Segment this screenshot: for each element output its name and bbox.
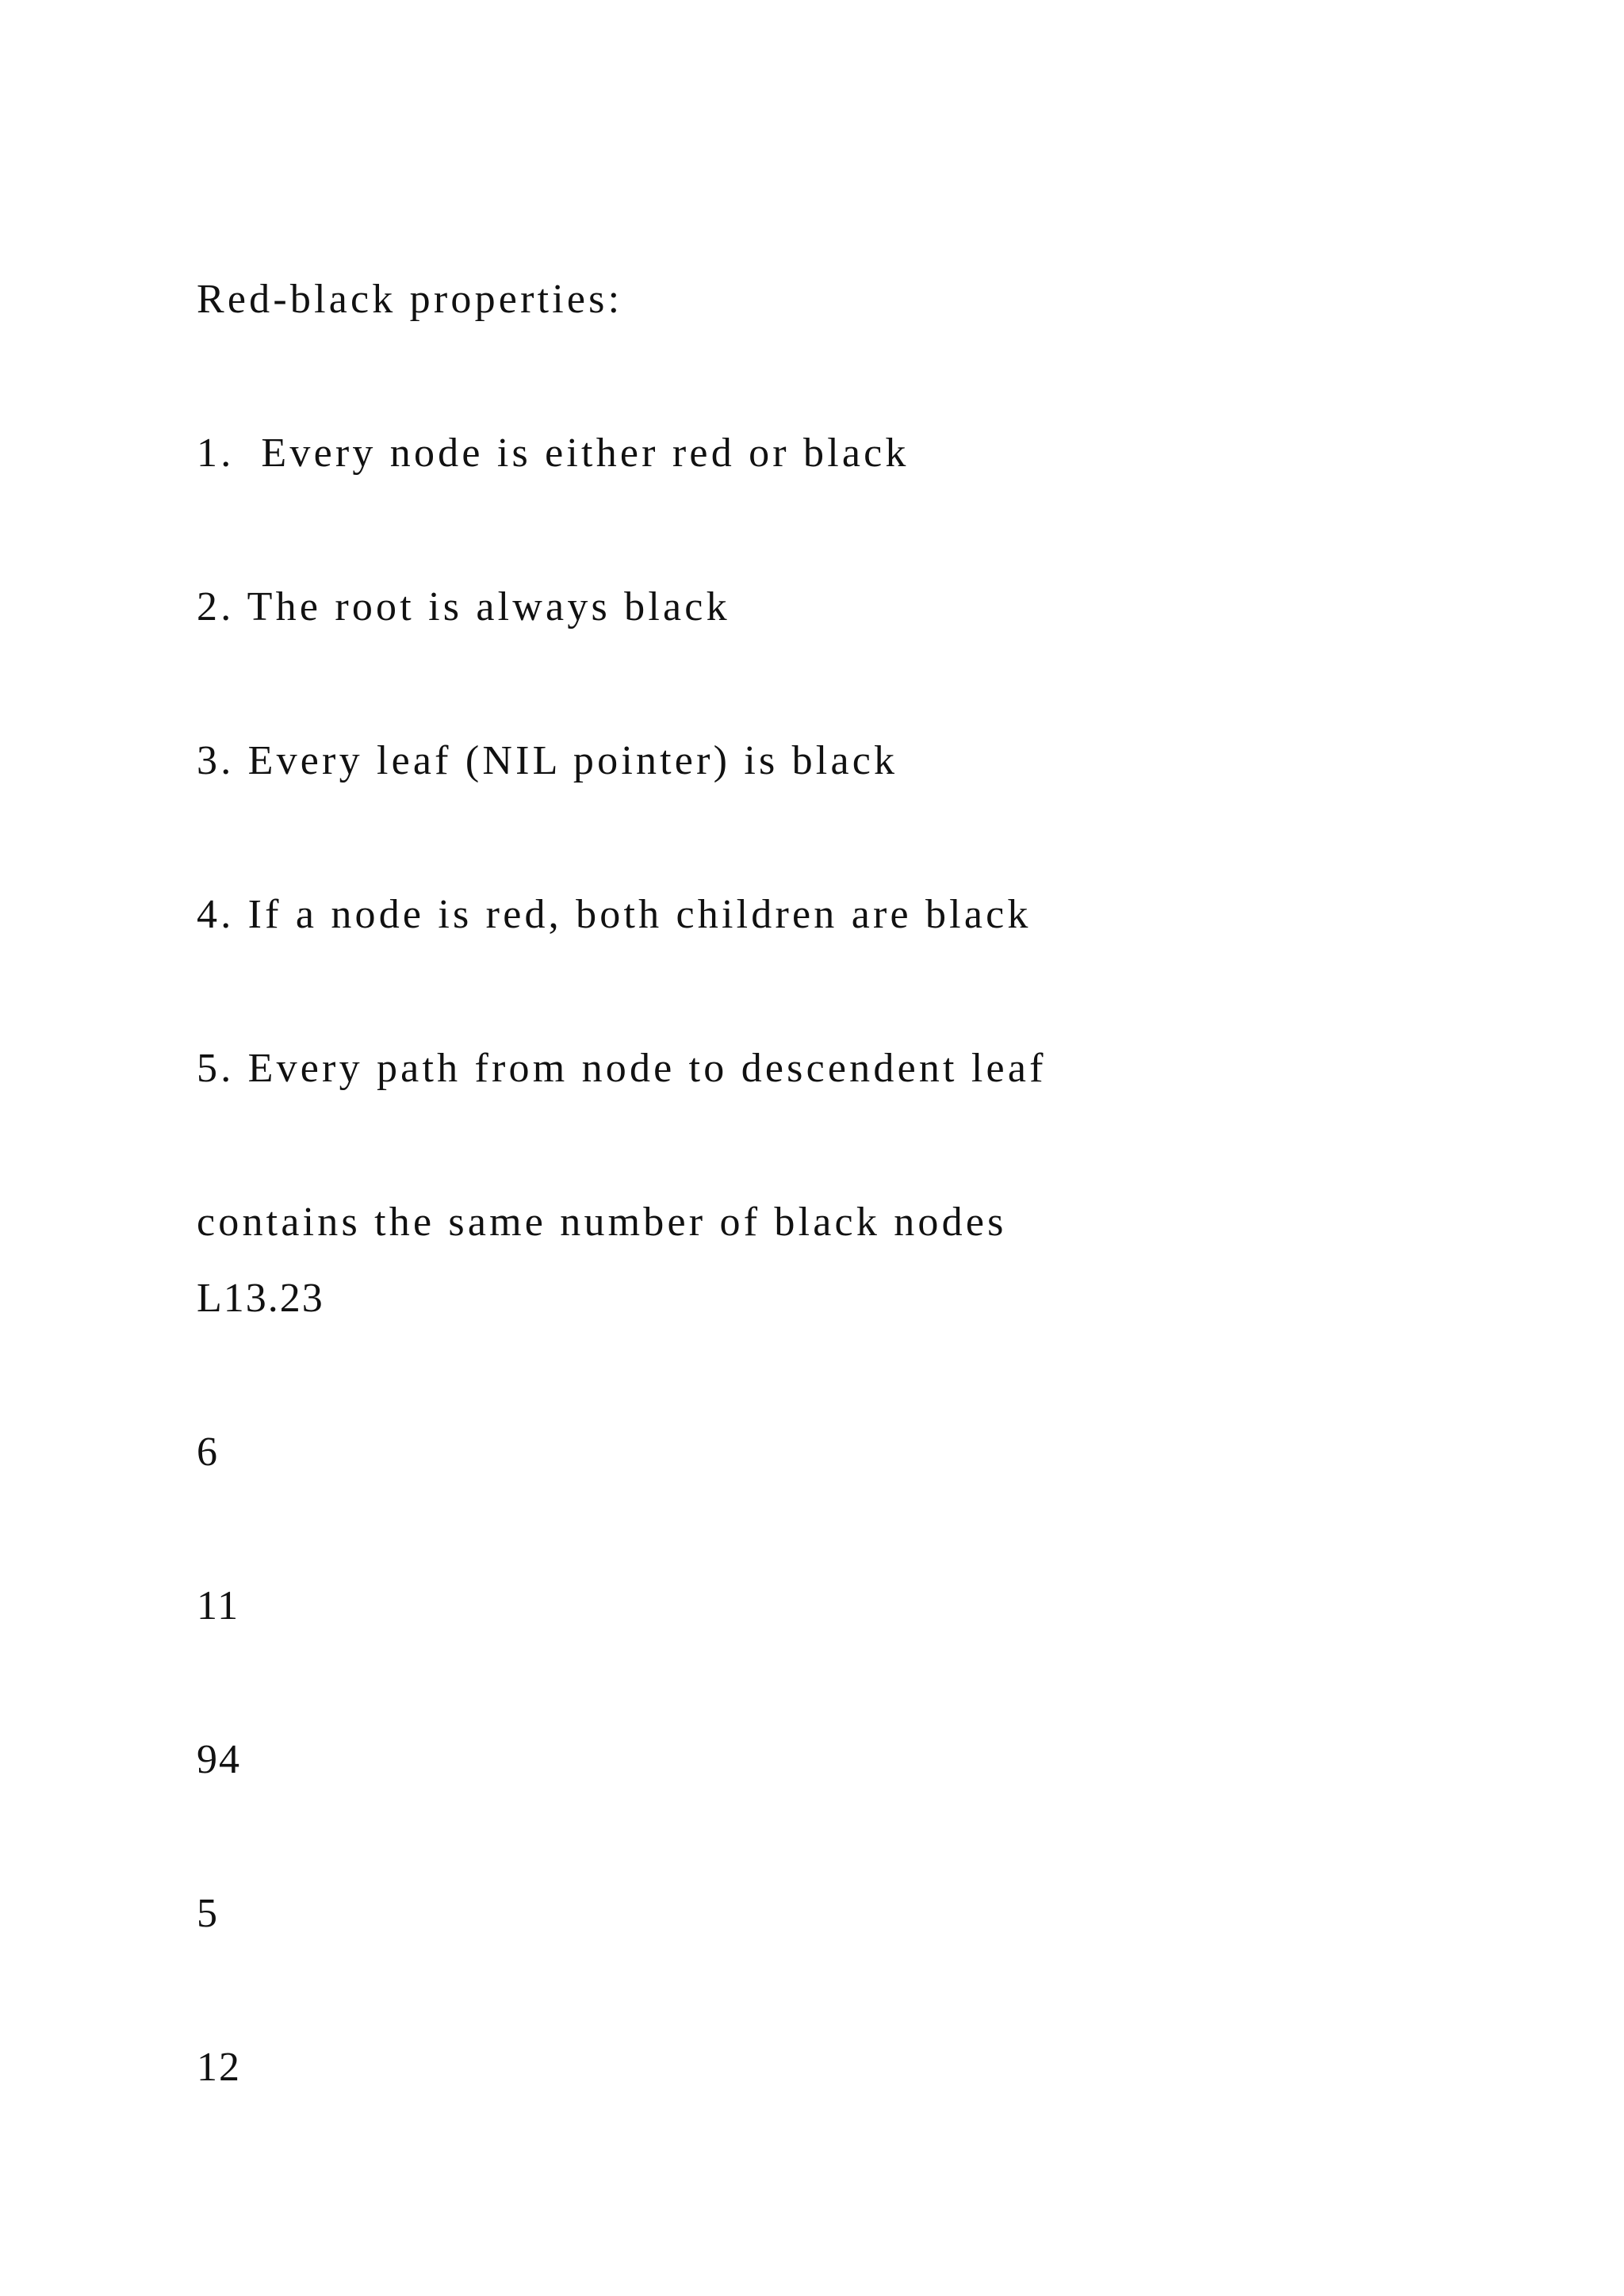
slide-reference: L13.23 <box>197 1276 324 1321</box>
property-2-text: The root is always black <box>247 584 730 629</box>
node-value-4: 5 <box>197 1891 219 1936</box>
property-5-continuation: contains the same number of black nodes <box>197 1200 1007 1245</box>
property-5-text: Every path from node to descendent leaf <box>247 1046 1047 1091</box>
node-value-2: 11 <box>197 1583 240 1628</box>
property-4-text: If a node is red, both children are black <box>247 892 1032 937</box>
property-5 <box>197 1045 1047 1093</box>
property-3 <box>197 737 898 785</box>
property-3-number: 3. <box>197 738 235 783</box>
property-2-number: 2. <box>197 584 235 629</box>
node-value-3: 94 <box>197 1737 241 1782</box>
property-4 <box>197 891 1032 939</box>
heading: Red-black properties: <box>197 277 623 322</box>
property-2 <box>197 584 730 631</box>
property-4-number: 4. <box>197 892 235 937</box>
node-value-5: 12 <box>197 2045 241 2090</box>
property-5-number: 5. <box>197 1046 235 1091</box>
property-1 <box>197 430 910 477</box>
property-1-text: Every node is either red or black <box>261 430 910 476</box>
property-3-text: Every leaf (NIL pointer) is black <box>247 738 898 783</box>
node-value-1: 6 <box>197 1429 219 1475</box>
property-1-number: 1. <box>197 430 235 476</box>
